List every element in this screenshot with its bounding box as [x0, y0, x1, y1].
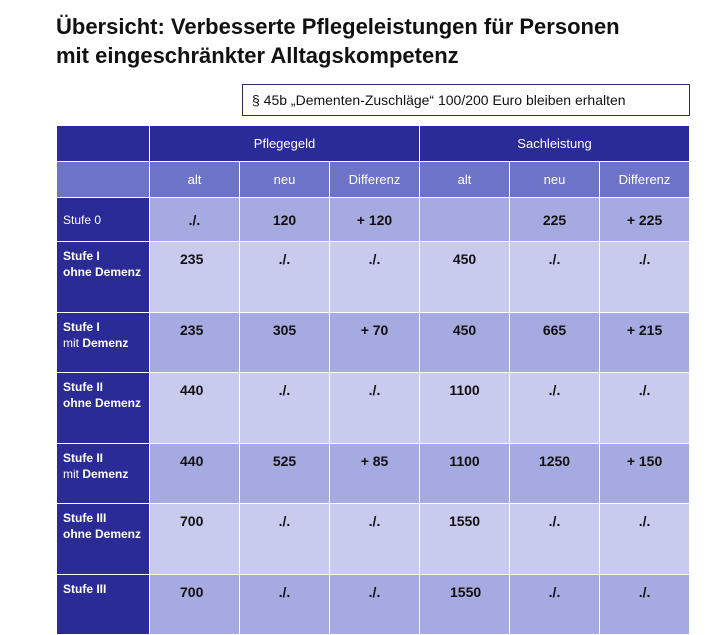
row-label-sub: Demenz: [82, 336, 129, 350]
row-label-main: Stufe II: [63, 380, 104, 394]
row-label-sub-line: [63, 335, 149, 351]
table-cell: 450: [420, 313, 510, 373]
table-cell: ./.: [330, 242, 420, 313]
row-label-sub-line: [63, 466, 149, 482]
table-cell: 1550: [420, 575, 510, 635]
group-header-sachleistung: Sachleistung: [420, 126, 690, 162]
row-label: [57, 198, 150, 242]
row-label: [57, 504, 150, 575]
row-label-sub: ohne Demenz: [63, 527, 142, 541]
table-cell: 1250: [510, 444, 600, 504]
row-label-mit: mit: [63, 467, 79, 481]
table-row: [57, 444, 690, 504]
row-label: [57, 242, 150, 313]
table-cell: ./.: [600, 373, 690, 444]
table-cell: 235: [150, 313, 240, 373]
row-label-main: Stufe 0: [63, 212, 102, 227]
table-cell: 305: [240, 313, 330, 373]
benefits-table: [56, 125, 690, 635]
table-cell: ./.: [330, 504, 420, 575]
row-label-main: Stufe III: [63, 511, 107, 525]
col-header: Differenz: [600, 162, 690, 198]
row-label: [57, 444, 150, 504]
title-line-2: mit eingeschränkter Alltagskompetenz: [56, 43, 459, 68]
table-cell: ./.: [510, 504, 600, 575]
table-row: [57, 198, 690, 242]
table-cell: ./.: [600, 575, 690, 635]
col-header: Differenz: [330, 162, 420, 198]
table-sub-header-row: [57, 162, 690, 198]
col-header: neu: [240, 162, 330, 198]
table-cell: ./.: [240, 504, 330, 575]
table-cell: + 225: [600, 198, 690, 242]
table-cell: + 150: [600, 444, 690, 504]
note-box: § 45b „Dementen-Zuschläge“ 100/200 Euro bleiben erhalten: [242, 84, 690, 116]
row-label-mit: mit: [63, 336, 79, 350]
table-row: [57, 242, 690, 313]
table-cell: + 70: [330, 313, 420, 373]
slide-title: [56, 12, 716, 70]
table-row: [57, 313, 690, 373]
table-cell: 235: [150, 242, 240, 313]
row-label-sub: Demenz: [82, 467, 129, 481]
table-cell: 440: [150, 444, 240, 504]
table-cell: 225: [510, 198, 600, 242]
row-label: [57, 313, 150, 373]
table-cell: 120: [240, 198, 330, 242]
row-label-sub: ohne Demenz: [63, 396, 142, 410]
table-cell: ./.: [150, 198, 240, 242]
table-cell: 700: [150, 575, 240, 635]
table-cell: ./.: [600, 504, 690, 575]
row-label-main: Stufe II: [63, 451, 104, 465]
table-cell: ./.: [240, 575, 330, 635]
table-row: [57, 504, 690, 575]
row-label-main: Stufe I: [63, 320, 100, 334]
table-cell: 450: [420, 242, 510, 313]
table-cell: 1100: [420, 444, 510, 504]
row-label: [57, 575, 150, 635]
row-label: [57, 373, 150, 444]
table-cell: ./.: [330, 575, 420, 635]
row-label-sub: ohne Demenz: [63, 265, 142, 279]
row-label-main: Stufe III: [63, 582, 107, 596]
table-group-header-row: [57, 126, 690, 162]
table-row: [57, 575, 690, 635]
group-header-pflegegeld: Pflegegeld: [150, 126, 420, 162]
table-cell: 1100: [420, 373, 510, 444]
table-cell: ./.: [240, 242, 330, 313]
table-cell: 1550: [420, 504, 510, 575]
col-header: neu: [510, 162, 600, 198]
table-cell: 440: [150, 373, 240, 444]
table-cell: ./.: [240, 373, 330, 444]
table-row: [57, 373, 690, 444]
corner-cell-2: [57, 162, 150, 198]
table-cell: + 215: [600, 313, 690, 373]
col-header: alt: [150, 162, 240, 198]
table-cell: ./.: [330, 373, 420, 444]
table-cell: ./.: [510, 242, 600, 313]
table-cell: ./.: [600, 242, 690, 313]
corner-cell: [57, 126, 150, 162]
table-cell: + 85: [330, 444, 420, 504]
title-line-1: Übersicht: Verbesserte Pflegeleistungen für Personen: [56, 14, 620, 39]
table-cell: ./.: [510, 575, 600, 635]
table-cell: 665: [510, 313, 600, 373]
table-cell: 525: [240, 444, 330, 504]
table-cell: ./.: [510, 373, 600, 444]
table-cell: + 120: [330, 198, 420, 242]
table-cell: 700: [150, 504, 240, 575]
col-header: alt: [420, 162, 510, 198]
table-cell: [420, 198, 510, 242]
row-label-main: Stufe I: [63, 249, 100, 263]
